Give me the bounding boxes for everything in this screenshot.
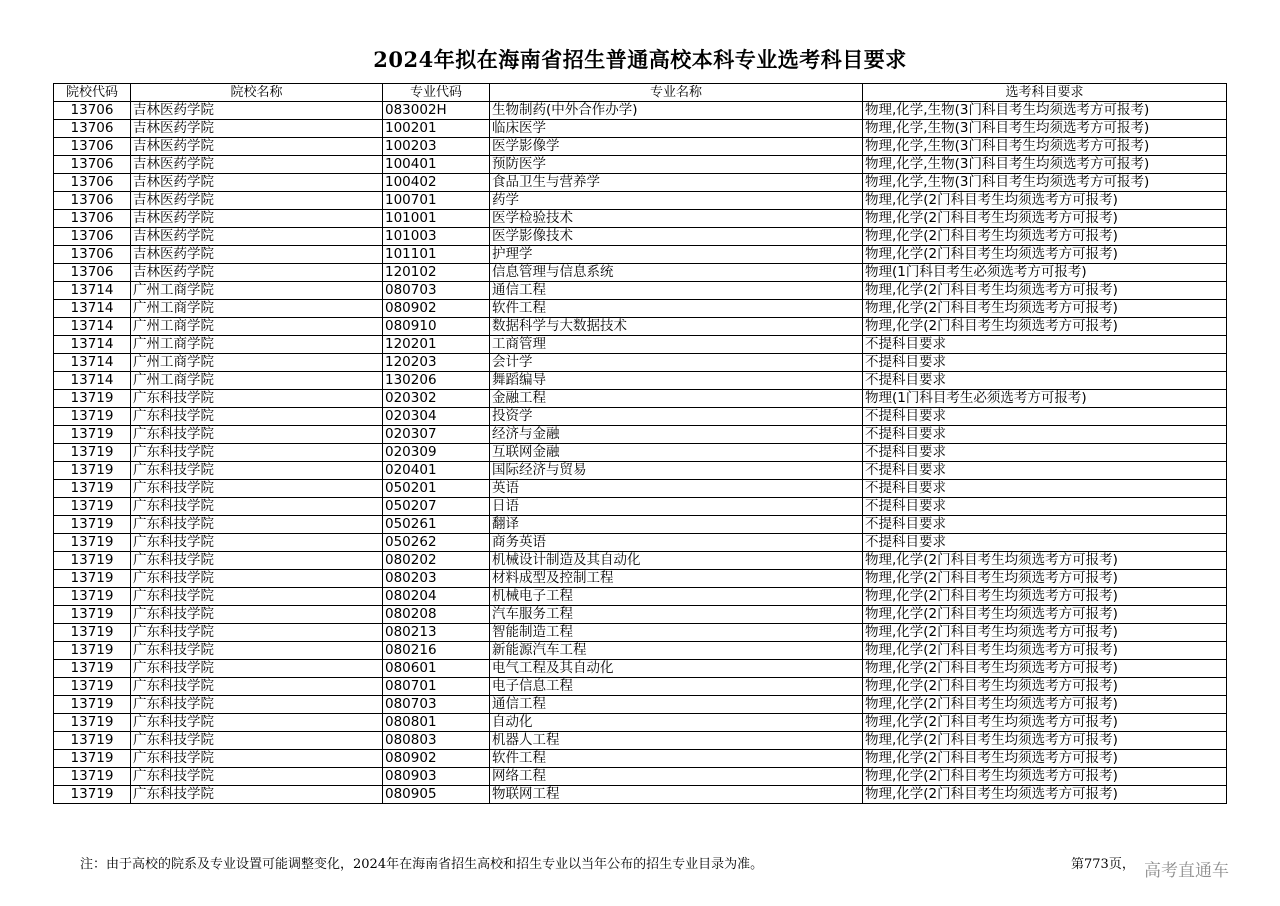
- cell-school-name: 广东科技学院: [131, 696, 383, 714]
- cell-major-name: 通信工程: [490, 282, 863, 300]
- header-subject-requirements: 选考科目要求: [863, 84, 1227, 102]
- cell-major-name: 会计学: [490, 354, 863, 372]
- cell-school-code: 13719: [54, 552, 131, 570]
- table-row: [54, 138, 1227, 156]
- page-number: 第773页，: [1071, 857, 1135, 872]
- cell-major-code: 020304: [383, 408, 490, 426]
- table-row: [54, 318, 1227, 336]
- cell-school-name: 广东科技学院: [131, 570, 383, 588]
- cell-major-code: 050262: [383, 534, 490, 552]
- cell-subject-requirements: 物理,化学,生物(3门科目考生均须选考方可报考): [863, 120, 1227, 138]
- table-row: [54, 786, 1227, 804]
- cell-subject-requirements: 物理,化学(2门科目考生均须选考方可报考): [863, 714, 1227, 732]
- cell-major-code: 080701: [383, 678, 490, 696]
- cell-school-code: 13719: [54, 426, 131, 444]
- table-row: [54, 660, 1227, 678]
- cell-major-name: 舞蹈编导: [490, 372, 863, 390]
- cell-school-code: 13714: [54, 336, 131, 354]
- cell-school-code: 13719: [54, 786, 131, 804]
- footnote: 注：由于高校的院系及专业设置可能调整变化，2024年在海南省招生高校和招生专业以当年公布的招生专业目录为准。: [80, 857, 764, 872]
- cell-subject-requirements: 物理,化学(2门科目考生均须选考方可报考): [863, 570, 1227, 588]
- cell-school-code: 13714: [54, 354, 131, 372]
- table-row: [54, 462, 1227, 480]
- cell-major-code: 080902: [383, 750, 490, 768]
- cell-major-code: 080910: [383, 318, 490, 336]
- cell-major-name: 护理学: [490, 246, 863, 264]
- cell-subject-requirements: 物理,化学(2门科目考生均须选考方可报考): [863, 228, 1227, 246]
- cell-school-name: 吉林医药学院: [131, 120, 383, 138]
- cell-school-name: 吉林医药学院: [131, 102, 383, 120]
- cell-major-code: 020307: [383, 426, 490, 444]
- cell-school-name: 广州工商学院: [131, 336, 383, 354]
- cell-subject-requirements: 物理,化学(2门科目考生均须选考方可报考): [863, 624, 1227, 642]
- cell-school-name: 吉林医药学院: [131, 192, 383, 210]
- cell-school-code: 13719: [54, 570, 131, 588]
- cell-major-name: 医学影像学: [490, 138, 863, 156]
- cell-major-code: 080902: [383, 300, 490, 318]
- cell-school-name: 广州工商学院: [131, 282, 383, 300]
- cell-major-name: 预防医学: [490, 156, 863, 174]
- cell-major-name: 日语: [490, 498, 863, 516]
- cell-major-code: 050207: [383, 498, 490, 516]
- cell-major-name: 智能制造工程: [490, 624, 863, 642]
- table-row: [54, 768, 1227, 786]
- table-row: [54, 390, 1227, 408]
- cell-major-code: 050261: [383, 516, 490, 534]
- cell-major-name: 信息管理与信息系统: [490, 264, 863, 282]
- cell-major-code: 101003: [383, 228, 490, 246]
- cell-major-code: 080801: [383, 714, 490, 732]
- cell-subject-requirements: 不提科目要求: [863, 516, 1227, 534]
- cell-major-name: 互联网金融: [490, 444, 863, 462]
- cell-subject-requirements: 不提科目要求: [863, 444, 1227, 462]
- cell-major-code: 083002H: [383, 102, 490, 120]
- cell-school-name: 广州工商学院: [131, 372, 383, 390]
- cell-major-name: 临床医学: [490, 120, 863, 138]
- table-row: [54, 732, 1227, 750]
- cell-major-name: 翻译: [490, 516, 863, 534]
- table-row: [54, 282, 1227, 300]
- table-row: [54, 372, 1227, 390]
- cell-school-code: 13706: [54, 174, 131, 192]
- cell-major-name: 软件工程: [490, 750, 863, 768]
- cell-major-code: 080208: [383, 606, 490, 624]
- cell-major-name: 投资学: [490, 408, 863, 426]
- cell-major-name: 汽车服务工程: [490, 606, 863, 624]
- cell-school-code: 13719: [54, 498, 131, 516]
- cell-subject-requirements: 物理,化学(2门科目考生均须选考方可报考): [863, 606, 1227, 624]
- cell-major-name: 商务英语: [490, 534, 863, 552]
- cell-school-code: 13719: [54, 480, 131, 498]
- cell-school-code: 13706: [54, 246, 131, 264]
- table-row: [54, 192, 1227, 210]
- table-row: [54, 264, 1227, 282]
- cell-major-code: 100401: [383, 156, 490, 174]
- cell-school-code: 13719: [54, 750, 131, 768]
- cell-major-code: 080903: [383, 768, 490, 786]
- cell-subject-requirements: 物理,化学(2门科目考生均须选考方可报考): [863, 552, 1227, 570]
- cell-school-code: 13706: [54, 120, 131, 138]
- cell-subject-requirements: 物理,化学(2门科目考生均须选考方可报考): [863, 588, 1227, 606]
- page-title: 2024年拟在海南省招生普通高校本科专业选考科目要求: [373, 47, 907, 72]
- watermark: 高考直通车: [1144, 861, 1229, 881]
- cell-subject-requirements: 物理,化学(2门科目考生均须选考方可报考): [863, 246, 1227, 264]
- cell-subject-requirements: 不提科目要求: [863, 426, 1227, 444]
- cell-school-code: 13719: [54, 606, 131, 624]
- cell-major-name: 自动化: [490, 714, 863, 732]
- cell-school-code: 13706: [54, 228, 131, 246]
- table-row: [54, 156, 1227, 174]
- cell-school-name: 吉林医药学院: [131, 264, 383, 282]
- cell-school-name: 广东科技学院: [131, 498, 383, 516]
- cell-school-code: 13719: [54, 678, 131, 696]
- table-row: [54, 354, 1227, 372]
- table-row: [54, 750, 1227, 768]
- cell-major-code: 080203: [383, 570, 490, 588]
- cell-school-name: 广东科技学院: [131, 444, 383, 462]
- cell-subject-requirements: 物理,化学(2门科目考生均须选考方可报考): [863, 318, 1227, 336]
- cell-school-code: 13719: [54, 660, 131, 678]
- cell-school-name: 广州工商学院: [131, 354, 383, 372]
- cell-school-name: 广东科技学院: [131, 714, 383, 732]
- cell-major-code: 130206: [383, 372, 490, 390]
- table-row: [54, 588, 1227, 606]
- cell-subject-requirements: 不提科目要求: [863, 408, 1227, 426]
- cell-school-code: 13706: [54, 138, 131, 156]
- cell-major-code: 080216: [383, 642, 490, 660]
- cell-school-name: 广东科技学院: [131, 642, 383, 660]
- cell-school-name: 广东科技学院: [131, 786, 383, 804]
- cell-major-code: 120201: [383, 336, 490, 354]
- table-row: [54, 606, 1227, 624]
- cell-school-code: 13719: [54, 624, 131, 642]
- cell-school-name: 广东科技学院: [131, 462, 383, 480]
- cell-school-code: 13706: [54, 264, 131, 282]
- cell-subject-requirements: 物理(1门科目考生必须选考方可报考): [863, 264, 1227, 282]
- cell-major-code: 101001: [383, 210, 490, 228]
- cell-school-code: 13714: [54, 318, 131, 336]
- cell-subject-requirements: 不提科目要求: [863, 336, 1227, 354]
- cell-major-name: 经济与金融: [490, 426, 863, 444]
- cell-major-code: 080204: [383, 588, 490, 606]
- cell-major-name: 金融工程: [490, 390, 863, 408]
- table-row: [54, 624, 1227, 642]
- table-row: [54, 552, 1227, 570]
- cell-school-code: 13719: [54, 444, 131, 462]
- cell-school-name: 广东科技学院: [131, 768, 383, 786]
- cell-subject-requirements: 物理,化学(2门科目考生均须选考方可报考): [863, 786, 1227, 804]
- cell-school-code: 13719: [54, 732, 131, 750]
- table-row: [54, 714, 1227, 732]
- table-row: [54, 174, 1227, 192]
- cell-school-code: 13706: [54, 192, 131, 210]
- cell-school-code: 13714: [54, 300, 131, 318]
- cell-major-name: 医学影像技术: [490, 228, 863, 246]
- header-major-name: 专业名称: [490, 84, 863, 102]
- cell-subject-requirements: 物理,化学(2门科目考生均须选考方可报考): [863, 750, 1227, 768]
- cell-subject-requirements: 物理,化学(2门科目考生均须选考方可报考): [863, 192, 1227, 210]
- cell-major-code: 100701: [383, 192, 490, 210]
- cell-school-code: 13719: [54, 768, 131, 786]
- cell-subject-requirements: 不提科目要求: [863, 354, 1227, 372]
- cell-major-code: 080601: [383, 660, 490, 678]
- cell-major-name: 机器人工程: [490, 732, 863, 750]
- cell-school-code: 13719: [54, 696, 131, 714]
- cell-major-code: 100402: [383, 174, 490, 192]
- cell-major-name: 机械电子工程: [490, 588, 863, 606]
- cell-school-name: 吉林医药学院: [131, 138, 383, 156]
- cell-major-code: 080703: [383, 696, 490, 714]
- header-school-name: 院校名称: [131, 84, 383, 102]
- cell-school-code: 13714: [54, 372, 131, 390]
- cell-school-name: 广东科技学院: [131, 588, 383, 606]
- table-row: [54, 642, 1227, 660]
- cell-school-code: 13719: [54, 534, 131, 552]
- cell-subject-requirements: 不提科目要求: [863, 480, 1227, 498]
- cell-school-name: 广东科技学院: [131, 408, 383, 426]
- cell-school-name: 广东科技学院: [131, 534, 383, 552]
- cell-subject-requirements: 物理,化学(2门科目考生均须选考方可报考): [863, 768, 1227, 786]
- cell-subject-requirements: 物理,化学(2门科目考生均须选考方可报考): [863, 678, 1227, 696]
- cell-school-name: 吉林医药学院: [131, 210, 383, 228]
- cell-subject-requirements: 物理,化学(2门科目考生均须选考方可报考): [863, 282, 1227, 300]
- cell-major-code: 120102: [383, 264, 490, 282]
- table-row: [54, 246, 1227, 264]
- table-body: [54, 102, 1227, 804]
- cell-major-name: 食品卫生与营养学: [490, 174, 863, 192]
- header-school-code: 院校代码: [54, 84, 131, 102]
- cell-subject-requirements: 物理,化学,生物(3门科目考生均须选考方可报考): [863, 174, 1227, 192]
- cell-school-name: 广东科技学院: [131, 750, 383, 768]
- cell-school-name: 广东科技学院: [131, 624, 383, 642]
- cell-school-name: 广东科技学院: [131, 426, 383, 444]
- table-row: [54, 678, 1227, 696]
- cell-subject-requirements: 不提科目要求: [863, 534, 1227, 552]
- cell-major-code: 020401: [383, 462, 490, 480]
- cell-school-name: 广东科技学院: [131, 390, 383, 408]
- cell-major-name: 生物制药(中外合作办学): [490, 102, 863, 120]
- cell-major-code: 101101: [383, 246, 490, 264]
- requirements-table: [53, 83, 1227, 804]
- cell-major-code: 080803: [383, 732, 490, 750]
- cell-subject-requirements: 不提科目要求: [863, 498, 1227, 516]
- cell-school-name: 广州工商学院: [131, 318, 383, 336]
- cell-major-name: 电子信息工程: [490, 678, 863, 696]
- cell-major-code: 120203: [383, 354, 490, 372]
- cell-major-name: 工商管理: [490, 336, 863, 354]
- cell-major-code: 100201: [383, 120, 490, 138]
- cell-school-code: 13719: [54, 588, 131, 606]
- cell-school-name: 广州工商学院: [131, 300, 383, 318]
- cell-major-name: 材料成型及控制工程: [490, 570, 863, 588]
- cell-subject-requirements: 不提科目要求: [863, 462, 1227, 480]
- table-row: [54, 570, 1227, 588]
- table-row: [54, 120, 1227, 138]
- cell-school-code: 13719: [54, 462, 131, 480]
- cell-school-code: 13706: [54, 156, 131, 174]
- cell-school-name: 广东科技学院: [131, 516, 383, 534]
- table-row: [54, 426, 1227, 444]
- cell-subject-requirements: 不提科目要求: [863, 372, 1227, 390]
- cell-major-name: 医学检验技术: [490, 210, 863, 228]
- cell-major-name: 软件工程: [490, 300, 863, 318]
- cell-major-code: 080703: [383, 282, 490, 300]
- cell-school-name: 广东科技学院: [131, 552, 383, 570]
- table-row: [54, 498, 1227, 516]
- cell-major-name: 国际经济与贸易: [490, 462, 863, 480]
- cell-school-code: 13706: [54, 210, 131, 228]
- cell-school-code: 13719: [54, 714, 131, 732]
- cell-major-code: 080213: [383, 624, 490, 642]
- cell-school-name: 吉林医药学院: [131, 174, 383, 192]
- cell-major-code: 050201: [383, 480, 490, 498]
- cell-school-name: 广东科技学院: [131, 480, 383, 498]
- cell-subject-requirements: 物理,化学(2门科目考生均须选考方可报考): [863, 660, 1227, 678]
- cell-major-name: 新能源汽车工程: [490, 642, 863, 660]
- table-row: [54, 696, 1227, 714]
- cell-subject-requirements: 物理,化学,生物(3门科目考生均须选考方可报考): [863, 156, 1227, 174]
- table-row: [54, 534, 1227, 552]
- table-row: [54, 228, 1227, 246]
- cell-school-name: 广东科技学院: [131, 678, 383, 696]
- cell-school-code: 13719: [54, 516, 131, 534]
- cell-school-code: 13706: [54, 102, 131, 120]
- cell-major-code: 080905: [383, 786, 490, 804]
- cell-major-name: 英语: [490, 480, 863, 498]
- cell-major-name: 物联网工程: [490, 786, 863, 804]
- cell-major-code: 020302: [383, 390, 490, 408]
- cell-subject-requirements: 物理,化学(2门科目考生均须选考方可报考): [863, 210, 1227, 228]
- cell-major-code: 100203: [383, 138, 490, 156]
- cell-major-name: 电气工程及其自动化: [490, 660, 863, 678]
- cell-school-code: 13719: [54, 390, 131, 408]
- cell-school-code: 13719: [54, 408, 131, 426]
- cell-major-name: 数据科学与大数据技术: [490, 318, 863, 336]
- cell-school-code: 13719: [54, 642, 131, 660]
- cell-subject-requirements: 物理,化学(2门科目考生均须选考方可报考): [863, 732, 1227, 750]
- cell-subject-requirements: 物理,化学,生物(3门科目考生均须选考方可报考): [863, 138, 1227, 156]
- table-row: [54, 336, 1227, 354]
- cell-school-name: 广东科技学院: [131, 606, 383, 624]
- cell-major-name: 通信工程: [490, 696, 863, 714]
- cell-school-code: 13714: [54, 282, 131, 300]
- cell-major-name: 机械设计制造及其自动化: [490, 552, 863, 570]
- table-row: [54, 210, 1227, 228]
- table-row: [54, 480, 1227, 498]
- cell-school-name: 广东科技学院: [131, 660, 383, 678]
- cell-major-code: 020309: [383, 444, 490, 462]
- table-row: [54, 444, 1227, 462]
- cell-subject-requirements: 物理,化学(2门科目考生均须选考方可报考): [863, 642, 1227, 660]
- cell-subject-requirements: 物理,化学(2门科目考生均须选考方可报考): [863, 300, 1227, 318]
- table-header-row: [54, 84, 1227, 102]
- cell-major-name: 网络工程: [490, 768, 863, 786]
- cell-school-name: 吉林医药学院: [131, 228, 383, 246]
- header-major-code: 专业代码: [383, 84, 490, 102]
- cell-school-name: 吉林医药学院: [131, 156, 383, 174]
- table-row: [54, 408, 1227, 426]
- table-row: [54, 516, 1227, 534]
- cell-subject-requirements: 物理,化学,生物(3门科目考生均须选考方可报考): [863, 102, 1227, 120]
- cell-school-name: 广东科技学院: [131, 732, 383, 750]
- table-row: [54, 102, 1227, 120]
- cell-subject-requirements: 物理(1门科目考生必须选考方可报考): [863, 390, 1227, 408]
- cell-major-code: 080202: [383, 552, 490, 570]
- cell-major-name: 药学: [490, 192, 863, 210]
- cell-school-name: 吉林医药学院: [131, 246, 383, 264]
- table-row: [54, 300, 1227, 318]
- cell-subject-requirements: 物理,化学(2门科目考生均须选考方可报考): [863, 696, 1227, 714]
